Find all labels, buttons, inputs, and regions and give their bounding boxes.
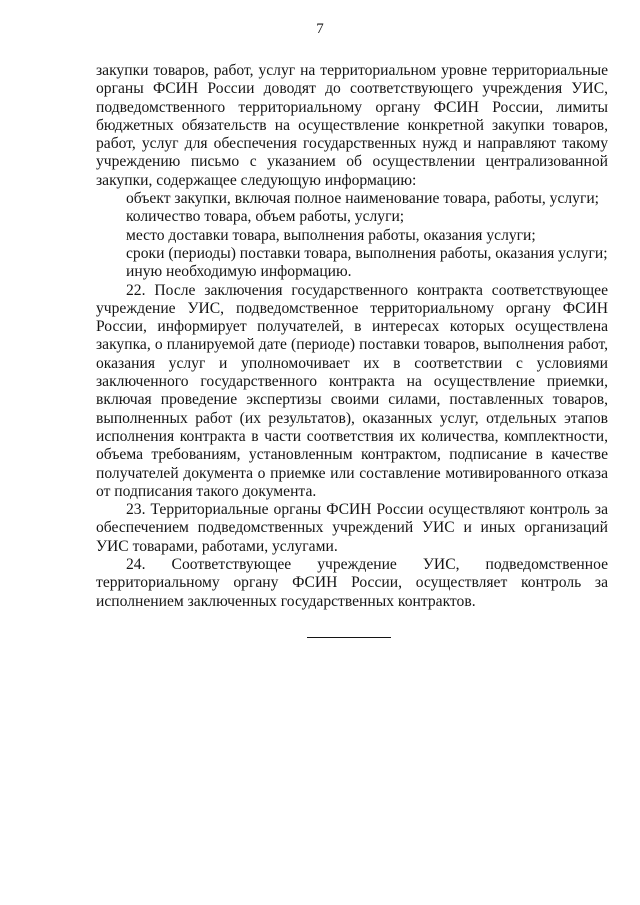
list-item-other: иную необходимую информацию. <box>126 263 352 281</box>
paragraph-22: 22. После заключения государственного контракта соответствующее учреждение УИС, подведомственное территориальному органу ФСИН России, информирует получателей, в интересах которых осуществлена закупка, о планируемой дате (периоде) поставки товаров, выполнения работ, оказания услуг и уполномочивает их в соответствии с условиями заключенного государственного контракта на осуществление приемки, включая проведение экспертизы своими силами, поставленных товаров, выполненных работ (их результатов), оказанных услуг, отдельных этапов исполнения контракта в части соответствия их количества, комплектности, объема требованиям, установленным контрактом, подписание в качестве получателей документа о приемке или составление мотивированного отказа от подписания такого документа. <box>96 281 608 500</box>
list-item-quantity: количество товара, объем работы, услуги; <box>126 208 405 226</box>
paragraph-23: 23. Территориальные органы ФСИН России осуществляют контроль за обеспечением подведомственных учреждений УИС и иных организаций УИС товарами, работами, услугами. <box>96 501 608 555</box>
document-body <box>96 62 608 611</box>
page-number: 7 <box>316 21 324 37</box>
paragraph-continuation: закупки товаров, работ, услуг на территориальном уровне территориальные органы ФСИН России доводят до соответствующего учреждения УИС, подведомственного территориальному органу ФСИН России, лимиты бюджетных обязательств на осуществление конкретной закупки товаров, работ, услуг для обеспечения государственных нужд и направляют такому учреждению письмо с указанием об осуществлении централизованной закупки, содержащее следующую информацию: <box>96 62 608 189</box>
end-separator-line <box>307 637 391 638</box>
list-item-object: объект закупки, включая полное наименование товара, работы, услуги; <box>126 190 600 208</box>
list-item-terms: сроки (периоды) поставки товара, выполнения работы, оказания услуги; <box>126 244 608 262</box>
list-item-place: место доставки товара, выполнения работы, оказания услуги; <box>126 226 536 244</box>
paragraph-24: 24. Соответствующее учреждение УИС, подведомственное территориальному органу ФСИН России, осуществляет контроль за исполнением заключенных государственных контрактов. <box>96 556 608 610</box>
